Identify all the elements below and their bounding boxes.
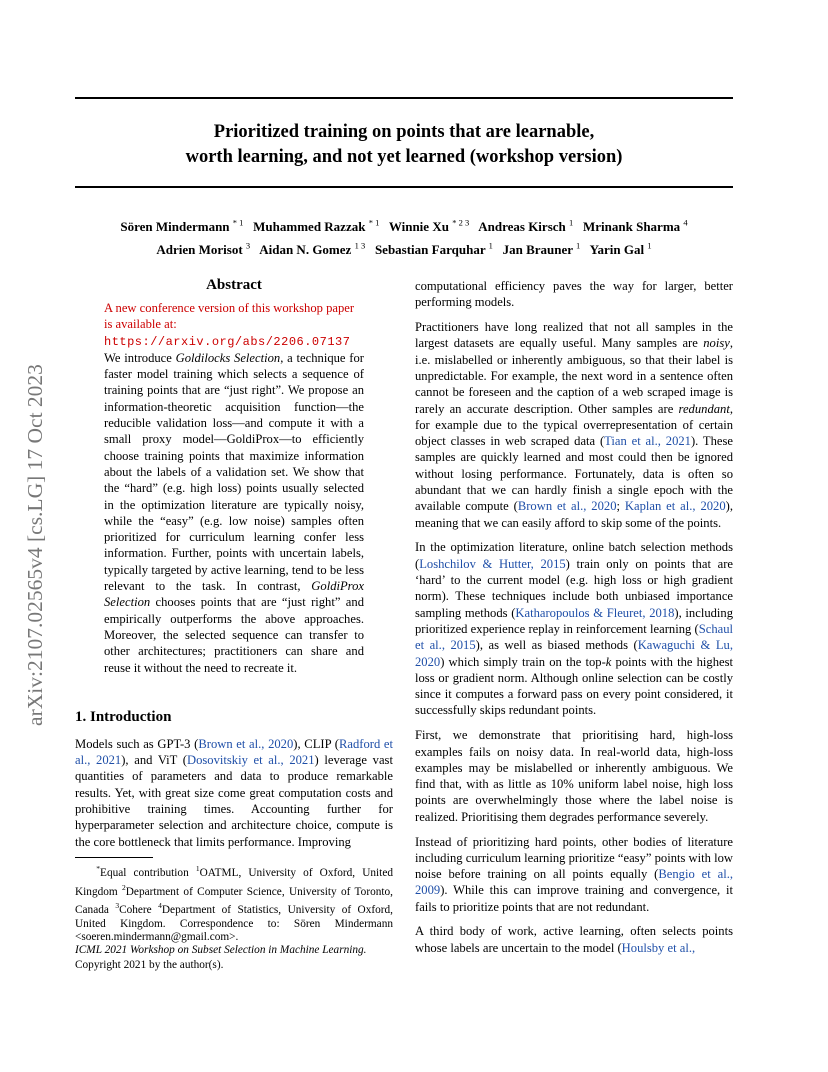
- abstract-text: We introduce Goldilocks Selection, a technique for faster model training which selects a sequence of training points that are “just right”. We propose an information-theoretic acquisition function—the reducible validation loss—and compute it with a small proxy model—GoldiProx—to efficiently choose training points that maximize information about the labels of a validation set. We show that the “hard” (e.g. high loss) points usually selected in the optimization literature are typically noisy, while the “easy” (e.g. low noise) samples often prioritized for curriculum learning confer less information. Further, points with uncertain labels, typically targeted by active learning, tend to be less relevant to the task. In contrast, GoldiProx Selection chooses points that are “just right” and empirically outperforms the above approaches. Moreover, the selected sequence can transfer to other architectures; practitioners can share and reuse it without the need to recreate it.: [104, 350, 364, 675]
- top-rule: [75, 97, 733, 99]
- abstract-heading: Abstract: [206, 277, 262, 293]
- citation-link[interactable]: Brown et al., 2020: [198, 736, 294, 751]
- paragraph: computational efficiency paves the way for larger, better performing models.: [415, 279, 733, 310]
- paragraph: Instead of prioritizing hard points, other bodies of literature including curriculum learning prioritize “easy” points with low noise before training on all points equally (Bengio et al., 2009). While this can improve training and convergence, it fails to prioritize points that are not redundant.: [415, 834, 734, 914]
- paragraph: In the optimization literature, online batch selection methods (Loshchilov & Hutter, 2015) train only on points that are ‘hard’ to the current model (e.g. high loss or high gradient norm). These techniques include both unbiased importance sampling methods (Katharopoulos & Fleuret, 2018), including prioritized experience replay in reinforcement learning (Schaul et al., 2015), as well as biased methods (Kawaguchi & Lu, 2020) which simply train on the top-k points with the highest loss or gradient norm. Although online selection can be costly since it computes a forward pass on every point considered, it successfully skips redundant points.: [415, 540, 733, 718]
- author: Winnie Xu $^{* 2 3}$: [388, 218, 470, 235]
- author: Jan Brauner $^1$: [502, 240, 581, 257]
- author: Mrinank Sharma $^4$: [583, 218, 688, 235]
- abstract: [75, 300, 393, 676]
- footnote-rule: [75, 857, 153, 858]
- title-bottom-rule: [75, 186, 733, 188]
- author-list: [75, 214, 733, 259]
- arxiv-identifier[interactable]: arXiv:2107.02565v4 [cs.LG] 17 Oct 2023: [23, 364, 47, 726]
- affiliation-footnote: *Equal contribution $^1$OATML, University of Oxford, United Kingdom $^2$Department of Computer Science, University of Toronto, Canada $^3$Cohere $^4$Department of Statistics, University of Oxford, United Kingdom. Correspondence to: Sören Mindermann <soeren.mindermann@gmail.com>.: [75, 864, 394, 944]
- citation-link[interactable]: Radford et al., 2021: [75, 736, 393, 768]
- citation-link[interactable]: Loshchilov & Hutter, 2015: [419, 556, 566, 571]
- paragraph: First, we demonstrate that prioritising hard, high-loss examples fails on noisy data. In real-world data, high-loss examples may be mislabelled or inherently ambiguous. We find that, with as little as 10% uniform label noise, high loss points are overwhelmingly those where the label noise is realized. Prioritising them degrades performance severely.: [415, 728, 733, 824]
- citation-link[interactable]: Kawaguchi & Lu, 2020: [415, 638, 733, 669]
- arxiv-link[interactable]: https://arxiv.org/abs/2206.07137: [104, 334, 351, 349]
- paragraph: A third body of work, active learning, often selects points whose labels are uncertain to the model (Houlsby et al.,: [415, 924, 733, 955]
- citation-link[interactable]: Dosovitskiy et al., 2021: [187, 753, 315, 768]
- arxiv-sidebar: [24, 330, 46, 760]
- citation-link[interactable]: Houlsby et al.,: [621, 940, 696, 955]
- citation-link[interactable]: Brown et al., 2020: [517, 499, 617, 514]
- conference-notice: A new conference version of this workshop paper is available at: https://arxiv.org/abs/2206.07137: [104, 301, 355, 349]
- copyright-line: Copyright 2021 by the author(s).: [75, 959, 224, 971]
- author: Sören Mindermann $^{* 1}$: [120, 218, 244, 235]
- author: Muhammed Razzak $^{* 1}$: [253, 218, 380, 235]
- paper-title: [75, 120, 733, 170]
- left-column: [75, 276, 393, 850]
- author: Aidan N. Gomez $^{1 3}$: [259, 240, 366, 257]
- author: Andreas Kirsch $^1$: [478, 218, 574, 235]
- citation-link[interactable]: Schaul et al., 2015: [415, 621, 733, 653]
- citation-link[interactable]: Tian et al., 2021: [604, 434, 691, 449]
- citation-link[interactable]: Bengio et al., 2009: [415, 867, 734, 898]
- venue-notice: [75, 943, 393, 973]
- venue-line: ICML 2021 Workshop on Subset Selection in Machine Learning.: [75, 944, 367, 956]
- author: Sebastian Farquhar $^1$: [374, 240, 493, 257]
- author: Adrien Morisot $^3$: [156, 240, 251, 257]
- section-heading-introduction: 1. Introduction: [75, 708, 172, 725]
- citation-link[interactable]: Kaplan et al., 2020: [624, 499, 726, 514]
- title-line-2: worth learning, and not yet learned (workshop version): [185, 147, 623, 167]
- title-line-1: Prioritized training on points that are learnable,: [213, 122, 595, 142]
- right-column: [415, 278, 733, 965]
- intro-paragraph: Models such as GPT-3 (Brown et al., 2020), CLIP (Radford et al., 2021), and ViT (Dosovitskiy et al., 2021) leverage vast quantities of parameters and data to produce remarkable results. Yet, with great size come great computation costs and prohibitive training times. Accounting further for hyperparameter selection and architecture choice, compute is the core bottleneck that limits performance. Improving: [75, 736, 393, 849]
- author: Yarin Gal $^1$: [589, 240, 652, 257]
- citation-link[interactable]: Katharopoulos & Fleuret, 2018: [515, 605, 675, 620]
- paragraph: Practitioners have long realized that not all samples in the largest datasets are equally useful. Many samples are noisy, i.e. mislabelled or inherently ambiguous, so that their label is unpredictable. For example, the next word in a sentence often cannot be foreseen and the caption of a web scraped image is rarely an accurate description. Other samples are redundant, for example due to the typical overrepresentation of certain object classes in web scraped data (Tian et al., 2021). These samples are quickly learned and most could then be ignored without losing performance. Fortunately, data is often so abundant that we can hardly finish a single epoch with the available compute (Brown et al., 2020; Kaplan et al., 2020), meaning that we can easily afford to skip some of the points.: [415, 320, 733, 530]
